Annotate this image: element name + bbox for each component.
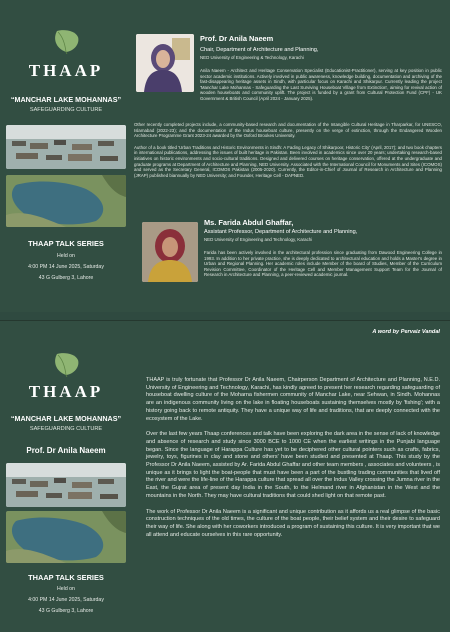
event-address: 43 G Gulberg 3, Lahore [38,275,94,281]
speaker1-org: NED University of Engineering & Technology, Karachi [200,55,304,60]
event-subtitle: “MANCHAR LAKE MOHANNAS” [10,95,122,104]
event-subtitle: “MANCHAR LAKE MOHANNAS” [10,414,122,423]
speaker1-bio-paragraph: Anila Naeem - Architect and Heritage Conservation Specialist (Educationist-Practitioner), serving at key position in public sector academic institutions. Actively involved in public awareness, knowledge building, documentation and archiving of the fast-disappearing heritage assets in Sindh, with particular focus on Karachi and Shikarpur. Currently leading the project 'Manchar Lake Mohannas - Safeguarding the Last Surviving Houseboat Village from Extinction', aiming for revival action of wooden houseboats and community uplift. The project is funded by a grant from Cultural Protection Fund (CPF) - UK Government & British Council (April 2024 - January 2025). [200,68,442,101]
manchar-lake-satellite-map [6,175,126,227]
event-info-column [0,351,132,616]
event-info-column [0,28,132,283]
held-on-label: Held on [57,586,75,592]
event-address: 43 G Gulberg 3, Lahore [38,608,94,614]
thaap-logo: THAAP [28,61,104,80]
talk-series-heading: THAAP TALK SERIES [28,573,104,582]
speaker-bio-panel [0,0,450,312]
speaker1-header [200,34,442,60]
event-datetime: 4:00 PM 14 June 2025, Saturday [28,597,104,603]
speaker1-title: Chair, Department of Architecture and Planning, [200,47,319,53]
foreword-paragraph: The work of Professor Dr Anila Naeem is a significant and unique contribution as it affords us a real glimpse of the basic construction techniques of the old times, the culture of the boat people, their belief system and their desire to safeguard their way of life. She along with her coworkers introduced a program of sustaining this culture. It is very important that we all attend and educate ourselves in this rare opportunity. [146,508,440,538]
event-tagline: SAFEGUARDING CULTURE [29,107,103,113]
leaf-logo-icon [51,28,81,54]
speaker1-bio-more [134,118,442,178]
lake-boats-photo [6,125,126,169]
speaker1-bio-paragraph: Author of a book titled 'Urban Traditions and Historic Environments in Sindh: A Fading Legacy of Shikarpoor, Historic City' (April, 2017); and two book chapters in international publications, addressing the issues of built heritage in Pakistan. Been involved in academics since over 20 years; undertaking research-based initiatives on historic environments and socio-cultural traditions. Designed and delivered courses on heritage conservation, offered at the undergraduate and graduate programs at Department of Architecture and Planning, NED University. Associated with the International Council for Monuments and Sites (ICOMOS) and served as the Secretary General, ICOMOS Pakistan (2005-2020). Currently, the Editor-in-Chief of Journal of Research in Architecture and Planning (JRAP) published biannually by NED University; and Founder, Heritage Cell - DAPNED. [134,144,442,178]
speaker2-portrait [142,222,198,282]
speaker2-title: Assistant Professor, Department of Architecture and Planning, [204,229,358,235]
leaf-logo-icon [51,351,81,377]
foreword-paragraph: Over the last few years Thaap conferences and talk have been exploring the dark area in the sense of lack of knowledge and absence of research and study since 3000 BCE to 1000 CE when the earliest writings in the Punjabi language began. Since the language of Harappa Culture has yet to be deciphered other cultural pointers such as crafts, fabrics, jewelry, toys, figurines in clay and stone and others' have been studied and presented at Thaap. This study by the Professor Dr Anila Naeem, assisted by Ar. Farida Abdul Ghaffar and other team members , associates and volunteers , is unique as it brings to light the boat-people that must have been a part of the bustling trading communities that lived off the river and were the life-line of the Harappa culture that spread all over the Indus Valley crossing the Jumna river in the East, the Gujrat area of present day India in the South, to the Helmand river in Afghanistan in the West and the mountains in the North. They may have cultural traditions that could shed light on that remote past. [146,431,440,499]
thaap-logo: THAAP [28,382,104,401]
talk-series-heading: THAAP TALK SERIES [28,239,104,248]
held-on-label: Held on [57,253,75,259]
speaker1-bio-paragraph: Other recently completed projects include, a community-based research and documentation of the Intangible Cultural Heritage in Tharparkar, for UNESCO, Islamabad (2022-23); and the documentation of the Indus houseboat culture, presently on the verge of extinction, through the Endangered Wooden Architecture Programme Grant 2023-24 awarded by the Oxford Brookes University. [134,122,442,139]
speaker2-bio [204,246,442,278]
event-tagline: SAFEGUARDING CULTURE [29,426,103,432]
speaker1-portrait [136,34,194,92]
foreword-paragraph: THAAP is truly fortunate that Professor Dr Anila Naeem, Chairperson Department of Architecture and Planning, N.E.D. University of Engineering and Technology, Karachi, has kindly agreed to present her research regarding safeguarding of houseboat dwelling culture of the Moharna fishermen community of Manchar Lake, near Sehwan, in Sindh. Mohannas are an indigenous community living on the lake in floating houseboats sustaining themselves mostly by 'fishing'; with a history going back to remote antiquity. They have a unique way of life and traditions, that are deeply connected with the ecosystem of the Lake. [146,377,440,422]
speaker2-name: Ms. Farida Abdul Ghaffar, [204,218,294,227]
foreword-panel [0,320,450,632]
speaker1-name: Prof. Dr Anila Naeem [200,34,274,43]
event-datetime: 4:00 PM 14 June 2025, Saturday [28,264,104,270]
foreword-body [146,377,440,539]
speaker2-header [204,218,442,242]
speaker-name-heading: Prof. Dr Anila Naeem [26,446,106,455]
speaker1-bio-lead [200,64,442,102]
speaker2-bio-paragraph: Farida has been actively involved in the architectural profession since graduating from Dawood Engineering College in 1993. In addition to her private practice, she is deeply dedicated to architectural education and holds a Master's degree in Urban and Regional Planning. Her academic roles include Member of the board of Studies, Member of the Curriculum Revision Committee, Coordinator of the Heritage Cell and Member Management Support Team for the Journal of Research in Architecture and Planning, a peer-reviewed academic journal. [204,250,442,278]
speaker2-org: NED University of Engineering and Technology, Karachi [204,237,313,242]
foreword-byline: A word by Pervaiz Vandal [372,329,440,335]
manchar-lake-satellite-map [6,511,126,563]
lake-boats-photo [6,463,126,507]
